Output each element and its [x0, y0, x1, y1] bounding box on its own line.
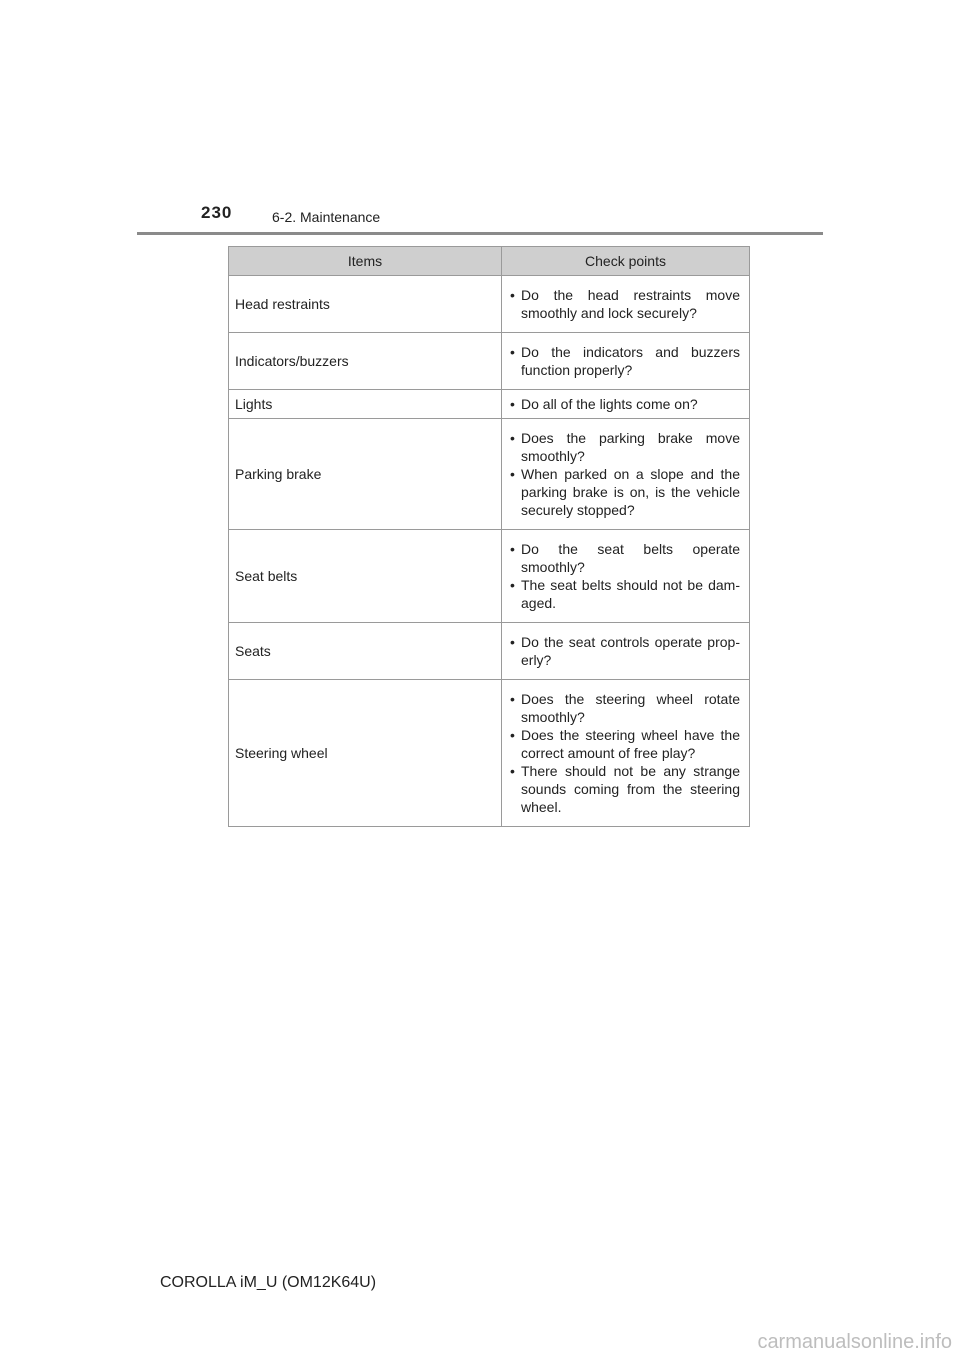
check-point: • Does the steering wheel rotate smoothly? [510, 690, 740, 726]
check-points-cell [502, 390, 750, 419]
item-cell: Seat belts [229, 530, 502, 623]
item-cell: Indicators/buzzers [229, 333, 502, 390]
check-points-cell [502, 530, 750, 623]
check-point: • The seat belts should not be dam-aged. [510, 576, 740, 612]
table-row [229, 390, 750, 419]
watermark: carmanualsonline.info [757, 1331, 952, 1353]
document-id: COROLLA iM_U (OM12K64U) [160, 1274, 377, 1291]
check-point: • Do the seat controls operate prop-erly? [510, 633, 740, 669]
column-header-items: Items [229, 247, 502, 276]
check-points-cell [502, 623, 750, 680]
check-points-cell [502, 333, 750, 390]
item-cell: Steering wheel [229, 680, 502, 827]
table-row [229, 530, 750, 623]
item-cell: Parking brake [229, 419, 502, 530]
table-row [229, 680, 750, 827]
check-points-cell [502, 680, 750, 827]
section-title: 6-2. Maintenance [272, 209, 381, 225]
page-number: 230 [201, 203, 233, 222]
item-cell: Lights [229, 390, 502, 419]
checkpoints-table [228, 246, 750, 827]
check-point: • When parked on a slope and the parking brake is on, is the vehicle securely stopped? [510, 465, 740, 519]
check-point: • Does the parking brake move smoothly? [510, 429, 740, 465]
item-cell: Head restraints [229, 276, 502, 333]
check-point: • Do the seat belts operate smoothly? [510, 540, 740, 576]
item-cell: Seats [229, 623, 502, 680]
check-point: • Do all of the lights come on? [510, 395, 740, 413]
table-row [229, 623, 750, 680]
check-points-cell [502, 276, 750, 333]
table-header-row [229, 247, 750, 276]
table-row [229, 333, 750, 390]
table-row [229, 419, 750, 530]
check-point: • Does the steering wheel have the correct amount of free play? [510, 726, 740, 762]
check-point: • Do the head restraints move smoothly and lock securely? [510, 286, 740, 322]
check-points-cell [502, 419, 750, 530]
check-point: • Do the indicators and buzzers function properly? [510, 343, 740, 379]
check-point: • There should not be any strange sounds coming from the steering wheel. [510, 762, 740, 816]
header-rule [137, 232, 823, 235]
table-row [229, 276, 750, 333]
column-header-check-points: Check points [502, 247, 750, 276]
